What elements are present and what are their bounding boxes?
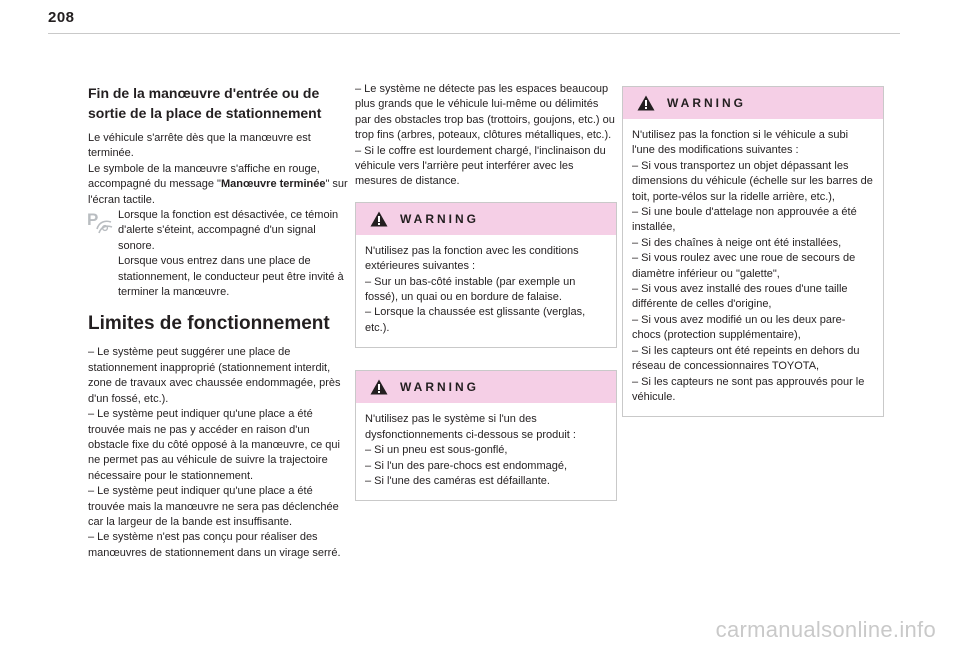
warning-text: N'utilisez pas la fonction avec les conditions extérieures suivantes : – Sur un bas-côté instable (par exemple un fossé), un quai ou en bordure de falaise. – Lorsque la chaussée est glissante (verglas, etc.).	[365, 244, 586, 334]
warning-title: WARNING	[667, 96, 746, 110]
deactivation-paragraph: Lorsque la fonction est désactivée, ce témoin d'alerte s'éteint, accompagné d'un signal sonore. Lorsque vous entrez dans une place de stationnement, le conducteur peut être invité à terminer la manœuvre.	[118, 209, 344, 299]
limits-heading: Limites de fonctionnement	[88, 313, 330, 335]
warning-header	[356, 371, 616, 403]
end-manoeuvre-paragraph	[88, 131, 350, 208]
warning-box-malfunctions	[355, 370, 617, 501]
watermark: carmanualsonline.info	[715, 617, 936, 642]
header-divider	[48, 33, 900, 34]
indicator-row	[88, 208, 350, 300]
warning-text: N'utilisez pas la fonction si le véhicule a subi l'une des modifications suivantes : – Si vous transportez un objet dépassant les dimensions du véhicule (échelle sur les barres de toit, porte-vélos sur la ridelle arrière, etc.), – Si une boule d'attelage non approuvée a été installée, – Si des chaînes à neige ont été installées, – Si vous roulez avec une roue de secours de diamètre inférieur ou "galette", – Si vous avez installé des roues d'une taille différente de celles d'origine, – Si vous avez modifié un ou les deux pare-chocs (protection supplémentaire), – Si les capteurs ont été repeints en dehors du réseau de concessionnaires TOYOTA, – Si les capteurs ne sont pas approuvés pour le véhicule.	[632, 129, 873, 403]
parking-assist-indicator-icon	[86, 208, 114, 236]
warning-text: N'utilisez pas le système si l'un des dysfonctionnements ci-dessous se produit : – Si un pneu est sous-gonflé, – Si l'un des pare-chocs est endommagé, – Si l'une des caméras est défaillante.	[365, 413, 576, 487]
warning-triangle-icon	[370, 379, 388, 395]
right-column	[622, 86, 886, 417]
page-number: 208	[48, 9, 75, 26]
warning-triangle-icon	[637, 95, 655, 111]
svg-text:P: P	[87, 210, 99, 230]
warning-title: WARNING	[400, 211, 479, 226]
warning-box-modifications	[622, 86, 884, 417]
limits-list: – Le système peut suggérer une place de stationnement inapproprié (stationnement interdit, zone de travaux avec chaussée endommagée, près d'un fossé, etc.). – Le système peut indiquer qu'une place a été trouvée mais ne pas y accéder en raison d'un obstacle fixe du côté opposé à la manœuvre, ce qui ne permet pas au véhicule de suivre la trajectoire nécessaire pour le stationnement. – Le système peut indiquer qu'une place a été trouvée mais la manœuvre ne sera pas déclenchée car la largeur de la bande est insuffisante. – Le système n'est pas conçu pour réaliser des manœuvres de stationnement dans un virage serré.	[88, 346, 341, 559]
middle-column	[355, 82, 617, 501]
manoeuvre-terminee-bold: Manœuvre terminée	[220, 178, 326, 191]
left-column	[88, 62, 350, 561]
warning-triangle-icon	[370, 211, 388, 227]
para1-end-text: " sur l'écran tactile.	[88, 178, 348, 206]
detection-limits-list: – Le système ne détecte pas les espaces beaucoup plus grands que le véhicule lui-même ou délimités par des obstacles trop bas (trottoirs, goujons, etc.) ou trop fins (arbres, poteaux, clôtures métalliques, etc.). – Si le coffre est lourdement chargé, l'inclinaison du véhicule vers l'arrière peut interférer avec les mesures de distance.	[355, 83, 615, 188]
warning-header	[356, 203, 616, 235]
para1-text: Le véhicule s'arrête dès que la manœuvre est terminée. Le symbole de la manœuvre s'affiche en rouge, accompagné du message "	[88, 132, 320, 191]
warning-header	[623, 87, 883, 119]
section-heading-end-of-manoeuvre: Fin de la manœuvre d'entrée ou de sortie de la place de stationnement	[88, 85, 322, 121]
warning-box-conditions	[355, 202, 617, 348]
warning-title: WARNING	[400, 380, 479, 395]
